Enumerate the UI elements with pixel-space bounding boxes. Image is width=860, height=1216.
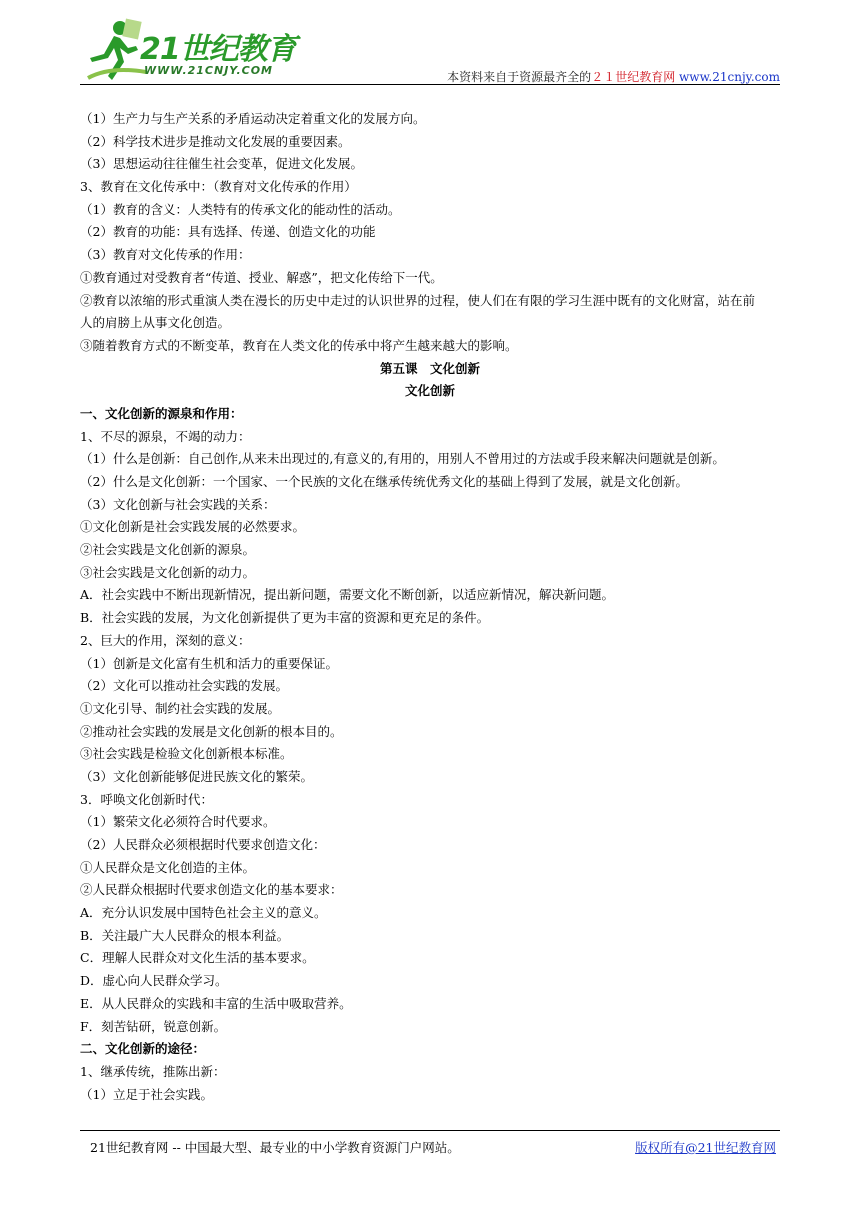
source-site-link[interactable]: ２１世纪教育网 xyxy=(591,70,676,84)
text-line: B．社会实践的发展，为文化创新提供了更为丰富的资源和更充足的条件。 xyxy=(80,610,490,626)
section-heading: 一、文化创新的源泉和作用： xyxy=(80,405,243,421)
text-line: 3．呼唤文化创新时代： xyxy=(80,791,213,807)
source-line xyxy=(447,68,780,85)
text-line: （3）文化创新与社会实践的关系： xyxy=(80,496,276,512)
text-line: （1）生产力与生产关系的矛盾运动决定着重文化的发展方向。 xyxy=(80,111,426,126)
text-line: （1）立足于社会实践。 xyxy=(80,1086,213,1102)
text-line: （3）思想运动往往催生社会变革，促进文化发展。 xyxy=(80,156,363,172)
logo-text: 21世纪教育 xyxy=(140,32,296,67)
text-line: ①文化创新是社会实践发展的必然要求。 xyxy=(80,519,306,535)
text-line: （1）教育的含义：人类特有的传承文化的能动性的活动。 xyxy=(80,201,401,217)
text-line: （2）什么是文化创新：一个国家、一个民族的文化在继承传统优秀文化的基础上得到了发展，就是文化创新。 xyxy=(80,474,688,489)
text-line: ①教育通过对受教育者“传道、授业、解惑”，把文化传给下一代。 xyxy=(80,269,443,285)
text-line: 人的肩膀上从事文化创造。 xyxy=(80,315,231,331)
text-line: D．虚心向人民群众学习。 xyxy=(80,973,228,989)
site-logo[interactable] xyxy=(80,14,300,90)
text-line: A．社会实践中不断出现新情况，提出新问题，需要文化不断创新，以适应新情况，解决新问题。 xyxy=(80,587,615,603)
source-url-link[interactable]: www.21cnjy.com xyxy=(679,70,780,84)
text-line: E．从人民群众的实践和丰富的生活中吸取营养。 xyxy=(80,995,352,1011)
text-line: （1）创新是文化富有生机和活力的重要保证。 xyxy=(80,655,338,671)
text-line: 1、不尽的源泉，不竭的动力： xyxy=(80,428,251,444)
text-line: （3）文化创新能够促进民族文化的繁荣。 xyxy=(80,768,313,784)
section-heading: 文化创新 xyxy=(404,383,455,399)
section-heading: 二、文化创新的途径： xyxy=(80,1041,206,1057)
logo-url: WWW.21CNJY.COM xyxy=(144,64,273,77)
text-line: ②教育以浓缩的形式重演人类在漫长的历史中走过的认识世界的过程，使人们在有限的学习生涯中既有的文化财富，站在前 xyxy=(80,292,756,308)
text-line: 1、继承传统，推陈出新： xyxy=(80,1063,226,1079)
footer-text: 21世纪教育网 -- 中国最大型、最专业的中小学教育资源门户网站。 xyxy=(90,1140,460,1155)
text-line: A．充分认识发展中国特色社会主义的意义。 xyxy=(80,905,327,921)
text-line: ②社会实践是文化创新的源泉。 xyxy=(80,542,256,558)
text-line: （3）教育对文化传承的作用： xyxy=(80,247,251,263)
text-line: （1）繁荣文化必须符合时代要求。 xyxy=(80,814,276,830)
text-line: F．刻苦钻研，锐意创新。 xyxy=(80,1018,227,1034)
text-line: C．理解人民群众对文化生活的基本要求。 xyxy=(80,950,315,966)
footer-divider xyxy=(80,1130,780,1131)
text-line: ②推动社会实践的发展是文化创新的根本目的。 xyxy=(80,723,343,739)
text-line: 3、教育在文化传承中：（教育对文化传承的作用） xyxy=(80,179,357,195)
text-line: B．关注最广大人民群众的根本利益。 xyxy=(80,927,290,943)
header-divider xyxy=(80,84,780,85)
text-line: ③随着教育方式的不断变革，教育在人类文化的传承中将产生越来越大的影响。 xyxy=(80,337,518,353)
copyright-link[interactable]: 版权所有@21世纪教育网 xyxy=(635,1140,776,1155)
source-prefix: 本资料来自于资源最齐全的 xyxy=(447,70,592,84)
text-line: （2）教育的功能：具有选择、传递、创造文化的功能 xyxy=(80,224,376,240)
section-heading: 第五课 文化创新 xyxy=(379,360,480,376)
text-line: （2）人民群众必须根据时代要求创造文化： xyxy=(80,837,326,852)
text-line: ②人民群众根据时代要求创造文化的基本要求： xyxy=(80,882,343,898)
text-line: 2、巨大的作用，深刻的意义： xyxy=(80,632,251,648)
text-line: （2）文化可以推动社会实践的发展。 xyxy=(80,678,288,694)
text-line: （2）科学技术进步是推动文化发展的重要因素。 xyxy=(80,133,351,149)
text-line: （1）什么是创新：自己创作,从来未出现过的,有意义的,有用的，用别人不曾用过的方法或手段来解决问题就是创新。 xyxy=(80,451,725,467)
document-body xyxy=(80,108,780,1106)
text-line: ③社会实践是文化创新的动力。 xyxy=(80,564,256,580)
text-line: ③社会实践是检验文化创新根本标准。 xyxy=(80,746,293,762)
page-header xyxy=(80,14,780,90)
text-line: ①人民群众是文化创造的主体。 xyxy=(80,859,256,875)
text-line: ①文化引导、制约社会实践的发展。 xyxy=(80,700,281,716)
